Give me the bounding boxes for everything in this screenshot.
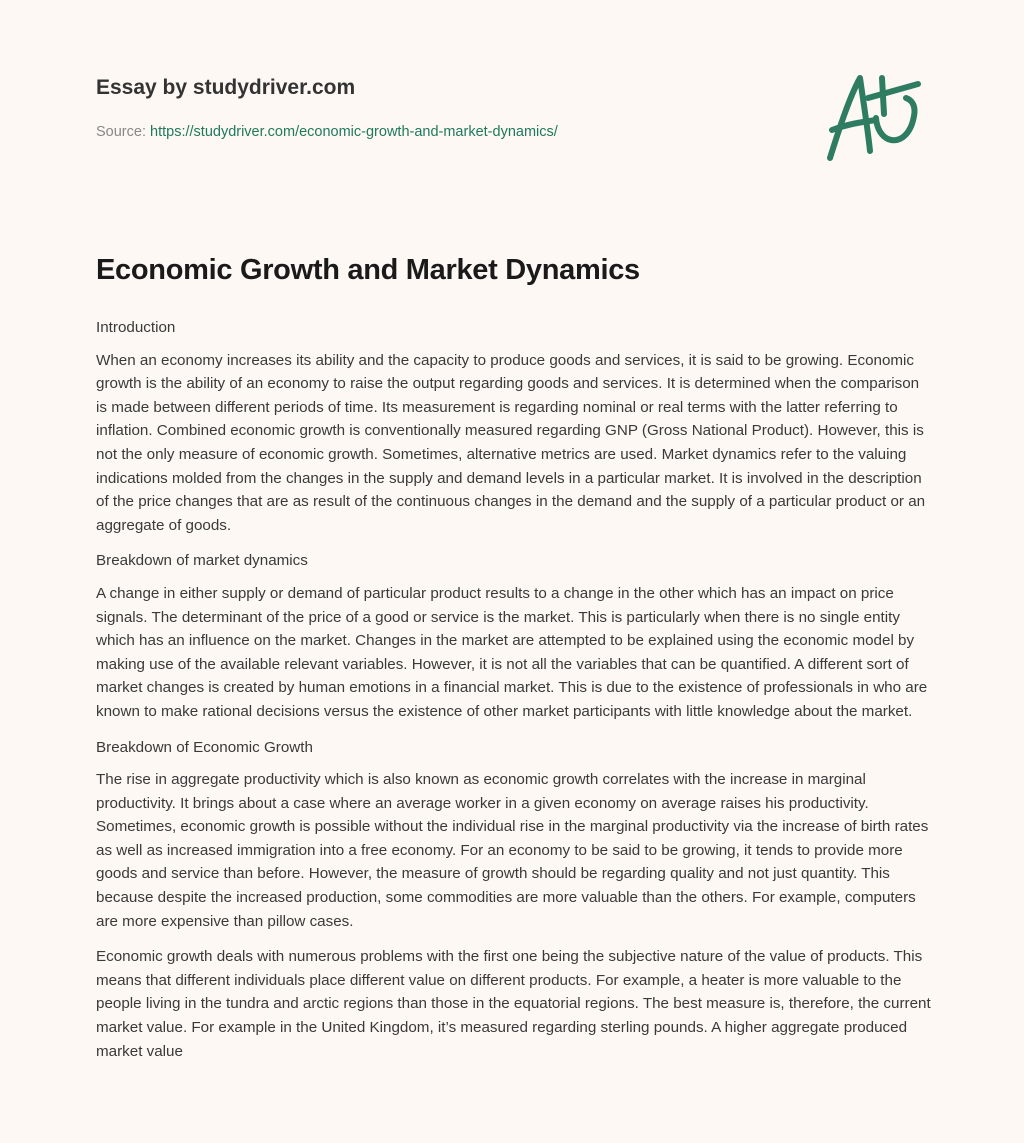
a-plus-logo-icon xyxy=(818,66,928,166)
document-body xyxy=(96,316,932,1075)
body-paragraph: Economic growth deals with numerous problems with the first one being the subjective nature of the value of products. This means that different individuals place different value on different products. For example, a heater is more valuable to the people living in the tundra and arctic regions than those in the equatorial regions. The best measure is, therefore, the current market value. For example in the United Kingdom, it’s measured regarding sterling pounds. A higher aggregate produced market value xyxy=(96,948,931,1060)
section-heading: Breakdown of market dynamics xyxy=(96,552,308,570)
source-link[interactable]: https://studydriver.com/economic-growth-and-market-dynamics/ xyxy=(150,124,558,140)
body-paragraph: A change in either supply or demand of particular product results to a change in the other which has an impact on price signals. The determinant of the price of a good or service is the market. This is particularly when there is no single entity which has an influence on the market. Changes in the market are attempted to be explained using the economic model by making use of the available relevant variables. However, it is not all the variables that can be quantified. A different sort of market changes is created by human emotions in a financial market. This is due to the existence of professionals in who are known to make rational decisions versus the existence of other market participants with little knowledge about the market. xyxy=(96,584,928,720)
document-title: Economic Growth and Market Dynamics xyxy=(96,254,640,286)
body-paragraph: When an economy increases its ability and the capacity to produce goods and services, it is said to be growing. Economic growth is the ability of an economy to raise the output regarding goods and services. It is determined when the comparison is made between different periods of time. Its measurement is regarding nominal or real terms with the latter referring to inflation. Combined economic growth is conventionally measured regarding GNP (Gross National Product). However, this is not the only measure of economic growth. Sometimes, alternative metrics are used. Market dynamics refer to the valuing indications molded from the changes in the supply and demand levels in a particular market. It is involved in the description of the price changes that are as result of the continuous changes in the demand and the supply of a particular product or an aggregate of goods. xyxy=(96,351,926,534)
section-heading: Breakdown of Economic Growth xyxy=(96,738,313,756)
source-label: Source: xyxy=(96,124,146,140)
source-line xyxy=(96,124,558,140)
body-paragraph: The rise in aggregate productivity which is also known as economic growth correlates with the increase in marginal productivity. It brings about a case where an average worker in a given economy on average raises his productivity. Sometimes, economic growth is possible without the individual rise in the marginal productivity via the increase of birth rates as well as increased immigration into a free economy. For an economy to be said to be growing, it tends to provide more goods and service than before. However, the measure of growth should be regarding quality and not just quantity. This because despite the increased production, some commodities are more valuable than the others. For example, computers are more expensive than pillow cases. xyxy=(96,771,929,930)
section-heading: Introduction xyxy=(96,319,176,336)
site-title: Essay by studydriver.com xyxy=(96,76,356,99)
